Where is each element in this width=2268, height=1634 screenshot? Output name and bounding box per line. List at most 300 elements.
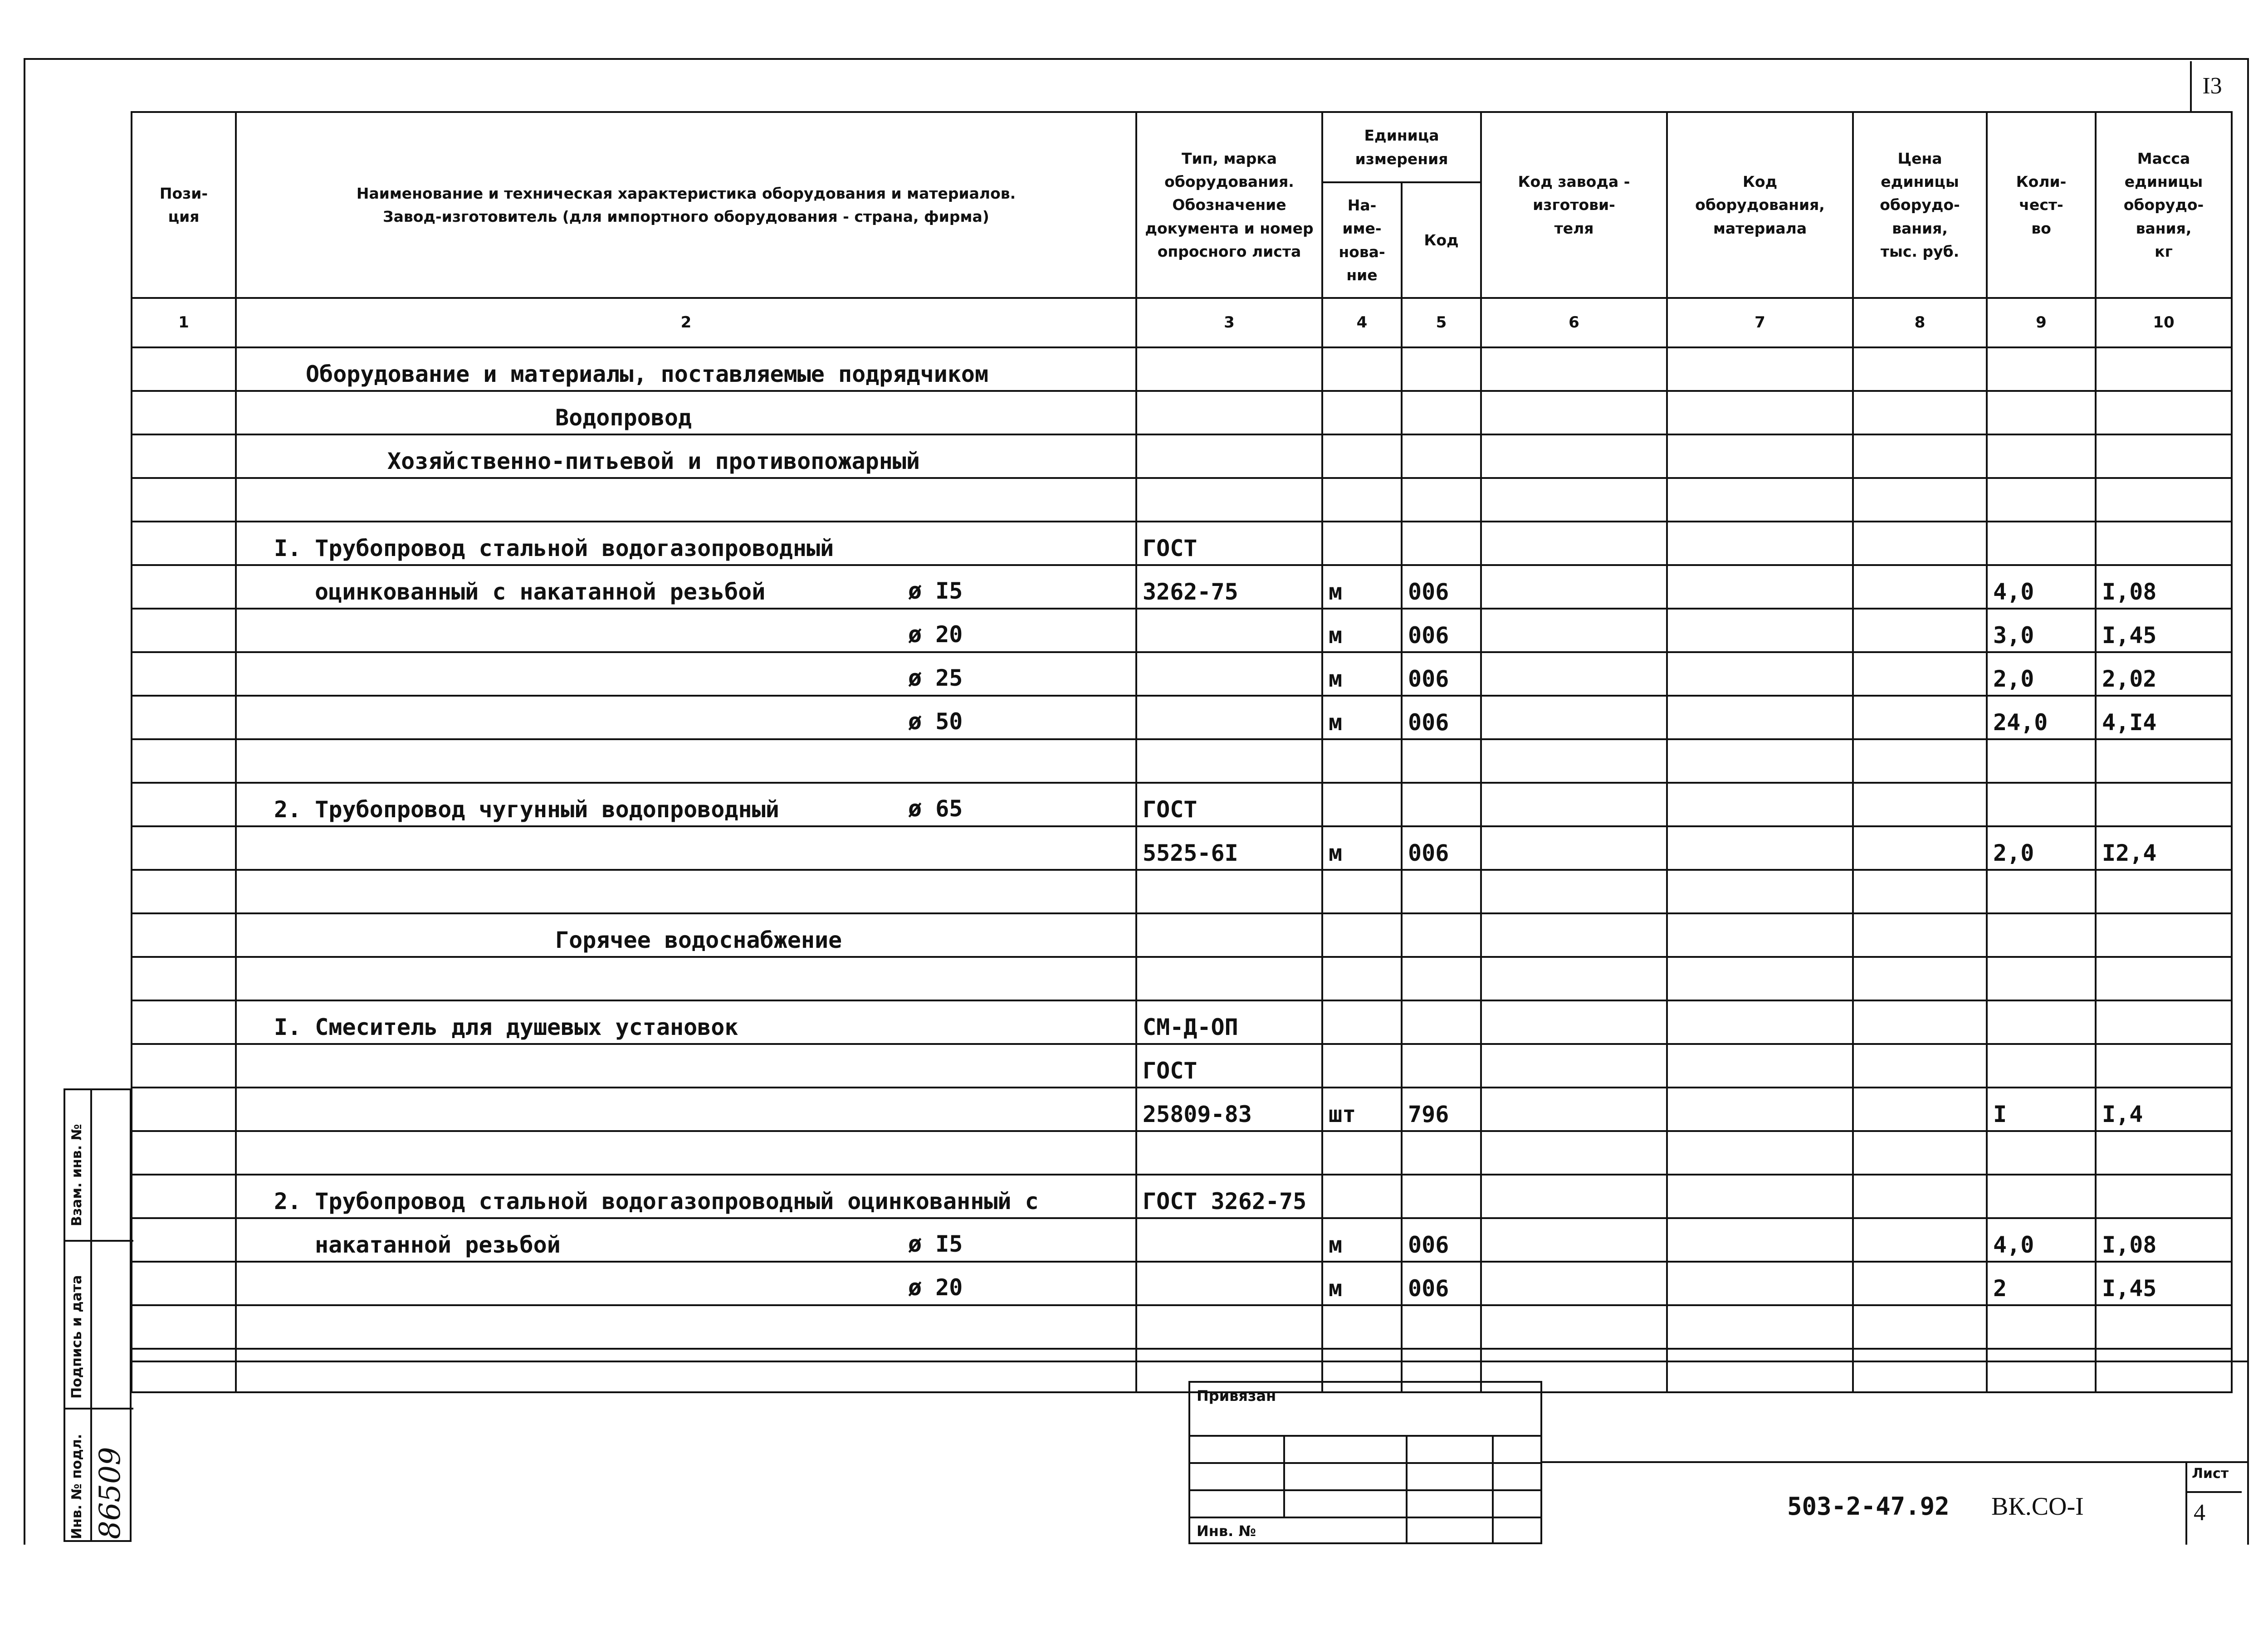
cell-document: 25809-83 <box>1136 1088 1322 1131</box>
cell-quantity: 3,0 <box>1987 609 2096 652</box>
cell-price <box>1853 652 1987 696</box>
cell-mass <box>2096 913 2232 957</box>
table-row <box>132 1262 2232 1305</box>
table-row <box>132 391 2232 434</box>
cell-unit-code <box>1402 1305 1481 1349</box>
cell-quantity <box>1987 957 2096 1000</box>
cell-price <box>1853 1349 1987 1392</box>
cell-material-code <box>1667 1088 1853 1131</box>
cell-factory-code <box>1481 1175 1667 1218</box>
cell-material-code <box>1667 522 1853 565</box>
cell-position <box>132 1218 236 1262</box>
cell-unit-code: 006 <box>1402 652 1481 696</box>
cell-mass <box>2096 478 2232 522</box>
pipe-diameter: ø 20 <box>908 621 963 648</box>
cell-unit-name <box>1322 913 1402 957</box>
table-row <box>132 478 2232 522</box>
cell-mass <box>2096 522 2232 565</box>
cell-material-code <box>1667 1131 1853 1175</box>
col-number-8: 8 <box>1853 298 1987 347</box>
cell-unit-code <box>1402 1175 1481 1218</box>
cell-unit-code <box>1402 957 1481 1000</box>
cell-mass <box>2096 957 2232 1000</box>
cell-mass <box>2096 1044 2232 1088</box>
cell-factory-code <box>1481 1262 1667 1305</box>
cell-name <box>236 478 1136 522</box>
cell-position <box>132 739 236 783</box>
cell-unit-name: м <box>1322 609 1402 652</box>
cell-factory-code <box>1481 565 1667 609</box>
cell-position <box>132 434 236 478</box>
cell-name <box>236 565 1136 609</box>
item-name: Водопровод <box>555 405 692 431</box>
cell-unit-name: м <box>1322 696 1402 739</box>
cell-quantity <box>1987 1044 2096 1088</box>
cell-factory-code <box>1481 652 1667 696</box>
cell-name <box>236 826 1136 870</box>
cell-material-code <box>1667 1000 1853 1044</box>
pipe-diameter: ø 50 <box>908 708 963 735</box>
cell-position <box>132 1131 236 1175</box>
cell-quantity <box>1987 913 2096 957</box>
col-number-7: 7 <box>1667 298 1853 347</box>
table-row <box>132 652 2232 696</box>
specification-table <box>131 111 2233 1393</box>
cell-quantity <box>1987 1131 2096 1175</box>
cell-unit-name <box>1322 391 1402 434</box>
cell-price <box>1853 826 1987 870</box>
cell-material-code <box>1667 1349 1853 1392</box>
cell-name <box>236 1044 1136 1088</box>
cell-price <box>1853 957 1987 1000</box>
cell-position <box>132 1044 236 1088</box>
pipe-diameter: ø I5 <box>908 1231 963 1257</box>
col-header-mass: Масса единицы оборудо- вания, кг <box>2096 112 2232 298</box>
cell-document <box>1136 652 1322 696</box>
cell-unit-code <box>1402 391 1481 434</box>
cell-material-code <box>1667 347 1853 391</box>
cell-unit-name: м <box>1322 565 1402 609</box>
cell-name <box>236 522 1136 565</box>
cell-name <box>236 1305 1136 1349</box>
cell-quantity: 2 <box>1987 1262 2096 1305</box>
binding-stamp <box>1188 1381 1542 1544</box>
cell-document <box>1136 1262 1322 1305</box>
cell-quantity <box>1987 522 2096 565</box>
col-number-5: 5 <box>1402 298 1481 347</box>
cell-mass <box>2096 434 2232 478</box>
cell-unit-code: 796 <box>1402 1088 1481 1131</box>
cell-price <box>1853 391 1987 434</box>
col-header-unit-name: На- име- нова- ние <box>1322 182 1402 298</box>
cell-document <box>1136 696 1322 739</box>
cell-mass <box>2096 1175 2232 1218</box>
table-row <box>132 609 2232 652</box>
cell-name <box>236 1262 1136 1305</box>
table-row <box>132 1305 2232 1349</box>
cell-quantity <box>1987 739 2096 783</box>
cell-mass <box>2096 347 2232 391</box>
col-number-1: 1 <box>132 298 236 347</box>
cell-document <box>1136 391 1322 434</box>
stamp-title: Привязан <box>1197 1387 1276 1405</box>
item-name: 2. Трубопровод стальной водогазопроводный оцинкованный с <box>274 1188 1039 1215</box>
item-name: 2. Трубопровод чугунный водопроводный <box>274 796 779 823</box>
cell-position <box>132 652 236 696</box>
cell-mass: I,45 <box>2096 1262 2232 1305</box>
cell-document <box>1136 434 1322 478</box>
col-header-position: Пози- ция <box>132 112 236 298</box>
pipe-diameter: ø 25 <box>908 665 963 691</box>
cell-unit-name <box>1322 1131 1402 1175</box>
cell-material-code <box>1667 609 1853 652</box>
cell-unit-code: 006 <box>1402 1218 1481 1262</box>
cell-material-code <box>1667 391 1853 434</box>
cell-document <box>1136 1131 1322 1175</box>
item-name: оцинкованный с накатанной резьбой <box>315 579 766 605</box>
cell-position <box>132 478 236 522</box>
cell-unit-name <box>1322 434 1402 478</box>
table-row <box>132 783 2232 826</box>
cell-document <box>1136 739 1322 783</box>
cell-quantity: 2,0 <box>1987 652 2096 696</box>
cell-unit-name <box>1322 1175 1402 1218</box>
cell-document <box>1136 1218 1322 1262</box>
cell-mass: 4,I4 <box>2096 696 2232 739</box>
cell-factory-code <box>1481 522 1667 565</box>
cell-name <box>236 652 1136 696</box>
table-row <box>132 1000 2232 1044</box>
side-stamp <box>64 1088 132 1542</box>
cell-document: ГОСТ 3262-75 <box>1136 1175 1322 1218</box>
table-row <box>132 957 2232 1000</box>
cell-factory-code <box>1481 913 1667 957</box>
cell-unit-code <box>1402 1044 1481 1088</box>
cell-unit-code <box>1402 522 1481 565</box>
pipe-diameter: ø I5 <box>908 578 963 604</box>
cell-unit-name <box>1322 1305 1402 1349</box>
cell-name <box>236 696 1136 739</box>
cell-position <box>132 1088 236 1131</box>
cell-factory-code <box>1481 347 1667 391</box>
cell-unit-code <box>1402 870 1481 913</box>
sheet-label: Лист <box>2192 1466 2229 1482</box>
cell-unit-code: 006 <box>1402 609 1481 652</box>
cell-unit-code <box>1402 783 1481 826</box>
handwritten-inventory-number: 86509 <box>93 1447 127 1539</box>
cell-unit-name: м <box>1322 652 1402 696</box>
side-label-replace-inv: Взам. инв. № <box>69 1124 85 1226</box>
cell-position <box>132 1175 236 1218</box>
cell-name <box>236 347 1136 391</box>
cell-quantity: 2,0 <box>1987 826 2096 870</box>
table-row <box>132 434 2232 478</box>
cell-name <box>236 391 1136 434</box>
document-code: 503-2-47.92 <box>1787 1492 1950 1521</box>
col-number-6: 6 <box>1481 298 1667 347</box>
col-header-unit-group: Единица измерения <box>1322 112 1481 182</box>
cell-factory-code <box>1481 434 1667 478</box>
cell-factory-code <box>1481 870 1667 913</box>
side-label-signature-date: Подпись и дата <box>69 1275 85 1399</box>
cell-name <box>236 1175 1136 1218</box>
col-header-price: Цена единицы оборудо- вания, тыс. руб. <box>1853 112 1987 298</box>
cell-name <box>236 870 1136 913</box>
cell-name <box>236 1088 1136 1131</box>
cell-material-code <box>1667 1175 1853 1218</box>
cell-mass <box>2096 391 2232 434</box>
cell-position <box>132 1349 236 1392</box>
cell-material-code <box>1667 739 1853 783</box>
col-header-name: Наименование и техническая характеристика оборудования и материалов. Завод-изготовитель (для импортного оборудования - страна, фирма) <box>236 112 1136 298</box>
cell-name <box>236 783 1136 826</box>
cell-name <box>236 1131 1136 1175</box>
cell-unit-code <box>1402 739 1481 783</box>
cell-name <box>236 913 1136 957</box>
pipe-diameter: ø 65 <box>908 795 963 822</box>
cell-document <box>1136 957 1322 1000</box>
cell-mass <box>2096 739 2232 783</box>
cell-quantity <box>1987 870 2096 913</box>
cell-unit-code <box>1402 913 1481 957</box>
cell-unit-code: 006 <box>1402 565 1481 609</box>
cell-price <box>1853 1175 1987 1218</box>
item-name: Оборудование и материалы, поставляемые подрядчиком <box>306 361 989 387</box>
cell-position <box>132 347 236 391</box>
cell-mass: I,08 <box>2096 565 2232 609</box>
cell-mass: I2,4 <box>2096 826 2232 870</box>
cell-factory-code <box>1481 783 1667 826</box>
cell-quantity <box>1987 434 2096 478</box>
cell-quantity: I <box>1987 1088 2096 1131</box>
cell-quantity <box>1987 783 2096 826</box>
cell-document <box>1136 1305 1322 1349</box>
col-number-2: 2 <box>236 298 1136 347</box>
table-row <box>132 913 2232 957</box>
cell-material-code <box>1667 1262 1853 1305</box>
cell-material-code <box>1667 434 1853 478</box>
table-row <box>132 826 2232 870</box>
cell-factory-code <box>1481 957 1667 1000</box>
cell-unit-name <box>1322 870 1402 913</box>
cell-material-code <box>1667 913 1853 957</box>
cell-name <box>236 609 1136 652</box>
side-label-inv-original: Инв. № подл. <box>69 1434 85 1539</box>
col-header-unit-code: Код <box>1402 182 1481 298</box>
cell-factory-code <box>1481 739 1667 783</box>
cell-mass <box>2096 870 2232 913</box>
cell-material-code <box>1667 478 1853 522</box>
col-number-4: 4 <box>1322 298 1402 347</box>
col-number-3: 3 <box>1136 298 1322 347</box>
cell-quantity <box>1987 1000 2096 1044</box>
cell-quantity <box>1987 1305 2096 1349</box>
cell-price <box>1853 522 1987 565</box>
cell-quantity <box>1987 1175 2096 1218</box>
table-row <box>132 1218 2232 1262</box>
cell-unit-name: шт <box>1322 1088 1402 1131</box>
cell-price <box>1853 347 1987 391</box>
cell-unit-code: 006 <box>1402 826 1481 870</box>
cell-material-code <box>1667 826 1853 870</box>
cell-material-code <box>1667 870 1853 913</box>
cell-material-code <box>1667 783 1853 826</box>
table-row <box>132 1044 2232 1088</box>
cell-factory-code <box>1481 1088 1667 1131</box>
cell-unit-code <box>1402 434 1481 478</box>
cell-factory-code <box>1481 1305 1667 1349</box>
cell-document: 3262-75 <box>1136 565 1322 609</box>
cell-document <box>1136 347 1322 391</box>
cell-material-code <box>1667 1044 1853 1088</box>
cell-material-code <box>1667 957 1853 1000</box>
sheet-box <box>2185 1461 2240 1545</box>
corner-page-number: I3 <box>2190 61 2233 113</box>
cell-price <box>1853 565 1987 609</box>
cell-quantity: 4,0 <box>1987 565 2096 609</box>
cell-position <box>132 1000 236 1044</box>
cell-unit-name <box>1322 783 1402 826</box>
cell-unit-code <box>1402 1000 1481 1044</box>
col-header-factory-code: Код завода - изготови- теля <box>1481 112 1667 298</box>
cell-document: СМ-Д-ОП <box>1136 1000 1322 1044</box>
cell-unit-name: м <box>1322 1262 1402 1305</box>
cell-mass: I,08 <box>2096 1218 2232 1262</box>
cell-unit-name <box>1322 347 1402 391</box>
cell-price <box>1853 739 1987 783</box>
cell-material-code <box>1667 1218 1853 1262</box>
cell-name <box>236 957 1136 1000</box>
cell-mass <box>2096 783 2232 826</box>
cell-factory-code <box>1481 1218 1667 1262</box>
cell-document: 5525-6I <box>1136 826 1322 870</box>
table-row <box>132 347 2232 391</box>
sheet-number: 4 <box>2194 1500 2205 1526</box>
cell-quantity <box>1987 347 2096 391</box>
cell-document <box>1136 870 1322 913</box>
cell-unit-code <box>1402 1131 1481 1175</box>
cell-price <box>1853 1131 1987 1175</box>
cell-name <box>236 1000 1136 1044</box>
cell-document <box>1136 609 1322 652</box>
item-name: I. Трубопровод стальной водогазопроводный <box>274 535 834 561</box>
cell-position <box>132 565 236 609</box>
col-header-type: Тип, марка оборудования. Обозначение документа и номер опросного листа <box>1136 112 1322 298</box>
cell-material-code <box>1667 565 1853 609</box>
cell-quantity <box>1987 1349 2096 1392</box>
cell-mass <box>2096 1000 2232 1044</box>
cell-quantity <box>1987 478 2096 522</box>
cell-factory-code <box>1481 1131 1667 1175</box>
cell-document <box>1136 913 1322 957</box>
cell-position <box>132 957 236 1000</box>
table-row <box>132 870 2232 913</box>
cell-quantity: 4,0 <box>1987 1218 2096 1262</box>
cell-material-code <box>1667 652 1853 696</box>
cell-document: ГОСТ <box>1136 1044 1322 1088</box>
cell-mass: I,4 <box>2096 1088 2232 1131</box>
table-row <box>132 1175 2232 1218</box>
cell-document: ГОСТ <box>1136 522 1322 565</box>
cell-price <box>1853 609 1987 652</box>
cell-position <box>132 609 236 652</box>
cell-document: ГОСТ <box>1136 783 1322 826</box>
table-bottom-line <box>131 1361 2249 1362</box>
table-row <box>132 1349 2232 1392</box>
cell-material-code <box>1667 696 1853 739</box>
cell-price <box>1853 696 1987 739</box>
item-name: Хозяйственно-питьевой и противопожарный <box>387 448 920 474</box>
cell-unit-name: м <box>1322 826 1402 870</box>
item-name: накатанной резьбой <box>315 1232 561 1258</box>
cell-price <box>1853 1262 1987 1305</box>
pipe-diameter: ø 20 <box>908 1274 963 1301</box>
item-name: Горячее водоснабжение <box>555 927 842 953</box>
cell-position <box>132 696 236 739</box>
cell-price <box>1853 913 1987 957</box>
cell-unit-code <box>1402 347 1481 391</box>
cell-name <box>236 1218 1136 1262</box>
cell-price <box>1853 1044 1987 1088</box>
cell-unit-name <box>1322 1044 1402 1088</box>
cell-position <box>132 522 236 565</box>
col-header-quantity: Коли- чест- во <box>1987 112 2096 298</box>
cell-factory-code <box>1481 1000 1667 1044</box>
cell-name <box>236 434 1136 478</box>
cell-unit-code: 006 <box>1402 696 1481 739</box>
table-row <box>132 696 2232 739</box>
cell-unit-name <box>1322 478 1402 522</box>
col-number-9: 9 <box>1987 298 2096 347</box>
cell-position <box>132 391 236 434</box>
cell-unit-name <box>1322 739 1402 783</box>
sheet-code: ВК.СО-I <box>1991 1493 2084 1521</box>
table-row <box>132 739 2232 783</box>
cell-position <box>132 870 236 913</box>
cell-document <box>1136 478 1322 522</box>
item-name: I. Смеситель для душевых установок <box>274 1014 738 1040</box>
cell-factory-code <box>1481 1044 1667 1088</box>
cell-position <box>132 1305 236 1349</box>
cell-name <box>236 1349 1136 1392</box>
table-row <box>132 522 2232 565</box>
table-row <box>132 1131 2232 1175</box>
cell-position <box>132 783 236 826</box>
cell-position <box>132 913 236 957</box>
cell-mass <box>2096 1131 2232 1175</box>
cell-price <box>1853 1305 1987 1349</box>
cell-unit-name <box>1322 1000 1402 1044</box>
col-number-10: 10 <box>2096 298 2232 347</box>
col-header-material-code: Код оборудования, материала <box>1667 112 1853 298</box>
cell-mass <box>2096 1349 2232 1392</box>
cell-mass <box>2096 1305 2232 1349</box>
cell-position <box>132 826 236 870</box>
cell-quantity: 24,0 <box>1987 696 2096 739</box>
cell-mass: 2,02 <box>2096 652 2232 696</box>
cell-factory-code <box>1481 609 1667 652</box>
cell-factory-code <box>1481 391 1667 434</box>
cell-factory-code <box>1481 826 1667 870</box>
cell-mass: I,45 <box>2096 609 2232 652</box>
cell-factory-code <box>1481 696 1667 739</box>
cell-unit-code <box>1402 478 1481 522</box>
cell-unit-code: 006 <box>1402 1262 1481 1305</box>
cell-price <box>1853 1088 1987 1131</box>
table-row <box>132 565 2232 609</box>
cell-price <box>1853 478 1987 522</box>
cell-price <box>1853 434 1987 478</box>
